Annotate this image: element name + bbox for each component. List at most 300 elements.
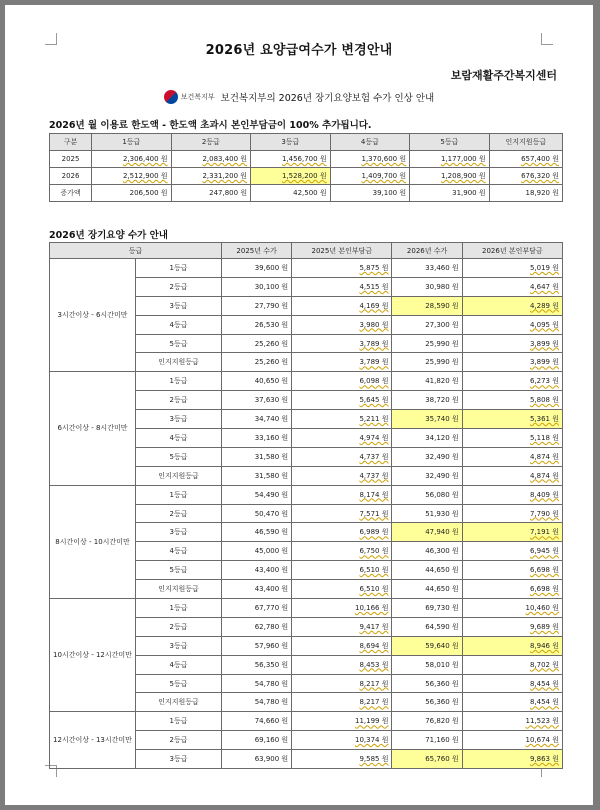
limit-table-cell — [489, 185, 562, 202]
fee-table-cell — [462, 636, 562, 655]
fee-table-level: 1등급 — [136, 599, 222, 618]
fee-table-value: 6,510 원 — [359, 566, 389, 575]
fee-table-cell — [392, 429, 462, 448]
fee-table-cell — [222, 259, 292, 278]
fee-table-cell — [392, 712, 462, 731]
fee-table-row — [50, 599, 563, 618]
fee-table-value: 3,789 원 — [359, 339, 389, 348]
fee-table-value: 50,470 원 — [254, 509, 289, 518]
fee-table-cell — [462, 674, 562, 693]
fee-table-value: 10,166 원 — [355, 603, 389, 612]
fee-table-cell — [292, 466, 392, 485]
fee-table-value: 56,360 원 — [425, 679, 459, 688]
fee-table-level: 3등급 — [136, 523, 222, 542]
limit-table-header-cell: 1등급 — [92, 134, 172, 151]
fee-table-value: 31,580 원 — [254, 452, 289, 461]
fee-table-value: 56,360 원 — [425, 698, 459, 707]
fee-table-cell — [462, 259, 562, 278]
fee-table-cell — [462, 410, 562, 429]
fee-table-level: 2등급 — [136, 504, 222, 523]
fee-table-header-cell: 2026년 본인부담금 — [462, 243, 562, 259]
fee-table — [49, 242, 563, 769]
fee-table-value: 54,780 원 — [254, 698, 289, 707]
fee-table-header-cell: 등급 — [50, 243, 222, 259]
fee-table-value: 54,490 원 — [254, 490, 289, 499]
fee-table-value: 43,400 원 — [254, 585, 289, 594]
fee-table-cell — [462, 750, 562, 769]
fee-table-value: 6,989 원 — [359, 528, 389, 537]
fee-table-value: 4,737 원 — [359, 452, 389, 461]
section-fee-heading: 2026년 장기요양 수가 안내 — [49, 230, 168, 241]
limit-table-cell — [171, 151, 251, 168]
fee-table-value: 9,863 원 — [529, 755, 559, 764]
fee-table-value: 56,080 원 — [425, 490, 459, 499]
fee-table-level: 2등급 — [136, 617, 222, 636]
fee-table-value: 34,120 원 — [425, 433, 459, 442]
fee-table-cell — [292, 542, 392, 561]
fee-table-cell — [292, 447, 392, 466]
fee-table-level: 인지지원등급 — [136, 580, 222, 599]
fee-table-value: 4,974 원 — [359, 433, 389, 442]
fee-table-value: 69,160 원 — [254, 736, 289, 745]
fee-table-value: 32,490 원 — [425, 452, 459, 461]
document-title: 2026년 요양급여수가 변경안내 — [205, 43, 393, 58]
fee-table-row — [50, 712, 563, 731]
fee-table-value: 3,980 원 — [359, 320, 389, 329]
fee-table-level: 3등급 — [136, 296, 222, 315]
fee-table-value: 37,630 원 — [254, 396, 289, 405]
limit-table-value: 247,800 원 — [209, 189, 248, 197]
fee-table-value: 5,118 원 — [529, 433, 559, 442]
limit-table-cell — [410, 185, 490, 202]
fee-table-group-label: 6시간이상 - 8시간미만 — [50, 372, 136, 485]
fee-table-value: 45,000 원 — [254, 547, 289, 556]
ministry-emblem-icon — [164, 90, 178, 104]
limit-table-header-cell: 구분 — [50, 134, 92, 151]
fee-table-level: 1등급 — [136, 372, 222, 391]
fee-table-cell — [222, 712, 292, 731]
fee-table-value: 6,945 원 — [529, 547, 559, 556]
fee-table-row — [50, 259, 563, 278]
fee-table-value: 10,374 원 — [355, 736, 389, 745]
fee-table-cell — [292, 334, 392, 353]
limit-table-value: 1,370,600 원 — [361, 155, 407, 163]
limit-table-value: 1,208,900 원 — [441, 172, 486, 180]
limit-table-cell — [92, 185, 172, 202]
fee-table-level: 5등급 — [136, 447, 222, 466]
fee-table-value: 33,460 원 — [425, 263, 459, 272]
fee-table-value: 7,191 원 — [529, 528, 559, 537]
fee-table-cell — [392, 542, 462, 561]
fee-table-value: 6,698 원 — [529, 585, 559, 594]
fee-table-cell — [222, 617, 292, 636]
fee-table-header-cell: 2025년 본인부담금 — [292, 243, 392, 259]
limit-table-header-cell: 2등급 — [171, 134, 251, 151]
fee-table-cell — [222, 410, 292, 429]
limit-table-header-row — [50, 134, 563, 151]
fee-table-cell — [222, 485, 292, 504]
fee-table-value: 4,515 원 — [359, 282, 389, 291]
limit-table-cell — [251, 185, 331, 202]
fee-table-value: 58,010 원 — [425, 660, 459, 669]
fee-table-cell — [392, 315, 462, 334]
limit-table-header-cell: 5등급 — [410, 134, 490, 151]
fee-table-value: 40,650 원 — [254, 377, 289, 386]
fee-table-value: 4,874 원 — [529, 471, 559, 480]
limit-table-row — [50, 168, 563, 185]
fee-table-cell — [222, 693, 292, 712]
limit-table-cell — [489, 151, 562, 168]
fee-table-value: 8,946 원 — [529, 641, 559, 650]
fee-table-level: 인지지원등급 — [136, 466, 222, 485]
fee-table-cell — [292, 655, 392, 674]
fee-table-header-row — [50, 243, 563, 259]
fee-table-value: 63,900 원 — [254, 755, 289, 764]
fee-table-cell — [392, 523, 462, 542]
fee-table-cell — [222, 334, 292, 353]
fee-table-cell — [292, 561, 392, 580]
fee-table-value: 4,095 원 — [529, 320, 559, 329]
fee-table-cell — [392, 504, 462, 523]
fee-table-value: 7,571 원 — [359, 509, 389, 518]
fee-table-value: 4,169 원 — [359, 301, 389, 310]
fee-table-cell — [462, 693, 562, 712]
limit-table-cell — [92, 151, 172, 168]
limit-table-row — [50, 151, 563, 168]
fee-table-value: 46,300 원 — [425, 547, 459, 556]
fee-table-cell — [462, 429, 562, 448]
fee-table-cell — [292, 599, 392, 618]
fee-table-row — [50, 485, 563, 504]
fee-table-cell — [222, 353, 292, 372]
fee-table-cell — [292, 391, 392, 410]
fee-table-cell — [392, 674, 462, 693]
fee-table-cell — [222, 391, 292, 410]
fee-table-cell — [392, 277, 462, 296]
fee-table-level: 2등급 — [136, 277, 222, 296]
fee-table-value: 3,789 원 — [359, 358, 389, 367]
limit-table-row-label: 증가액 — [50, 185, 92, 202]
limit-table-value: 2,306,400 원 — [122, 155, 168, 163]
fee-table-cell — [462, 447, 562, 466]
organization-name: 보람재활주간복지센터 — [450, 69, 557, 82]
fee-table-value: 34,740 원 — [254, 415, 289, 424]
limit-table-cell — [171, 168, 251, 185]
fee-table-cell — [222, 523, 292, 542]
fee-table-cell — [222, 315, 292, 334]
fee-table-level: 2등급 — [136, 731, 222, 750]
fee-table-value: 27,300 원 — [425, 320, 459, 329]
ministry-logo — [164, 90, 215, 104]
fee-table-cell — [222, 296, 292, 315]
fee-table-value: 6,510 원 — [359, 585, 389, 594]
fee-table-cell — [292, 580, 392, 599]
fee-table-value: 10,674 원 — [525, 736, 559, 745]
limit-table-value: 1,528,200 원 — [281, 172, 327, 180]
limit-table-value: 2,512,900 원 — [122, 172, 168, 180]
fee-table-cell — [222, 466, 292, 485]
limit-table-cell — [251, 168, 331, 185]
fee-table-cell — [462, 334, 562, 353]
fee-table-value: 41,820 원 — [425, 377, 459, 386]
fee-table-cell — [222, 542, 292, 561]
fee-table-value: 8,694 원 — [359, 641, 389, 650]
fee-table-cell — [462, 372, 562, 391]
fee-table-value: 64,590 원 — [425, 622, 459, 631]
fee-table-value: 11,523 원 — [525, 717, 559, 726]
fee-table-cell — [462, 580, 562, 599]
fee-table-row — [50, 372, 563, 391]
fee-table-level: 4등급 — [136, 655, 222, 674]
fee-table-value: 4,647 원 — [529, 282, 559, 291]
fee-table-value: 10,460 원 — [525, 603, 559, 612]
fee-table-value: 11,199 원 — [355, 717, 389, 726]
fee-table-level: 4등급 — [136, 315, 222, 334]
limit-table-cell — [251, 151, 331, 168]
fee-table-cell — [292, 617, 392, 636]
fee-table-value: 27,790 원 — [254, 301, 289, 310]
fee-table-value: 5,875 원 — [359, 263, 389, 272]
fee-table-cell — [292, 712, 392, 731]
fee-table-value: 69,730 원 — [425, 603, 459, 612]
fee-table-cell — [222, 372, 292, 391]
fee-table-value: 25,260 원 — [254, 339, 289, 348]
fee-table-value: 8,174 원 — [359, 490, 389, 499]
fee-table-cell — [292, 636, 392, 655]
limit-table-value: 31,900 원 — [452, 189, 486, 197]
fee-table-level: 4등급 — [136, 429, 222, 448]
document-page — [5, 5, 593, 805]
fee-table-cell — [392, 334, 462, 353]
fee-table-value: 5,211 원 — [359, 415, 389, 424]
limit-table-value: 2,083,400 원 — [202, 155, 248, 163]
fee-table-cell — [222, 674, 292, 693]
fee-table-cell — [292, 429, 392, 448]
fee-table-group-label: 8시간이상 - 10시간미만 — [50, 485, 136, 598]
limit-table-row — [50, 185, 563, 202]
fee-table-cell — [292, 504, 392, 523]
fee-table-cell — [292, 485, 392, 504]
fee-table-value: 8,453 원 — [359, 660, 389, 669]
fee-table-cell — [392, 731, 462, 750]
fee-table-cell — [222, 599, 292, 618]
fee-table-cell — [392, 693, 462, 712]
fee-table-cell — [392, 485, 462, 504]
limit-table-header-cell: 4등급 — [330, 134, 410, 151]
fee-table-value: 28,590 원 — [425, 301, 459, 310]
fee-table-cell — [292, 259, 392, 278]
limit-table-value: 1,456,700 원 — [281, 155, 327, 163]
fee-table-value: 56,350 원 — [254, 660, 289, 669]
limit-table-value: 676,320 원 — [521, 172, 559, 180]
fee-table-cell — [392, 561, 462, 580]
fee-table-header-cell: 2025년 수가 — [222, 243, 292, 259]
fee-table-value: 39,600 원 — [254, 263, 289, 272]
fee-table-value: 4,289 원 — [529, 301, 559, 310]
fee-table-cell — [392, 655, 462, 674]
fee-table-cell — [462, 504, 562, 523]
fee-table-level: 1등급 — [136, 259, 222, 278]
fee-table-cell — [392, 447, 462, 466]
fee-table-value: 43,400 원 — [254, 566, 289, 575]
fee-table-value: 38,720 원 — [425, 396, 459, 405]
fee-table-value: 8,702 원 — [529, 660, 559, 669]
fee-table-cell — [222, 277, 292, 296]
fee-table-value: 25,990 원 — [425, 339, 459, 348]
fee-table-cell — [222, 750, 292, 769]
fee-table-cell — [392, 372, 462, 391]
fee-table-level: 1등급 — [136, 485, 222, 504]
fee-table-cell — [222, 731, 292, 750]
fee-table-cell — [292, 353, 392, 372]
fee-table-value: 3,899 원 — [529, 358, 559, 367]
fee-table-value: 26,530 원 — [254, 320, 289, 329]
fee-table-cell — [222, 636, 292, 655]
fee-table-cell — [392, 410, 462, 429]
fee-table-level: 4등급 — [136, 542, 222, 561]
limit-table-row-label: 2026 — [50, 168, 92, 185]
fee-table-value: 35,740 원 — [425, 415, 459, 424]
fee-table-cell — [462, 466, 562, 485]
fee-table-level: 3등급 — [136, 410, 222, 429]
ministry-logo-text: 보건복지부 — [180, 93, 215, 101]
fee-table-level: 2등급 — [136, 391, 222, 410]
limit-table-value: 42,500 원 — [293, 189, 327, 197]
fee-table-cell — [462, 561, 562, 580]
fee-table-cell — [462, 617, 562, 636]
fee-table-cell — [292, 277, 392, 296]
fee-table-cell — [222, 561, 292, 580]
fee-table-cell — [462, 731, 562, 750]
limit-table-value: 657,400 원 — [521, 155, 559, 163]
fee-table-value: 47,940 원 — [425, 528, 459, 537]
limit-table — [49, 133, 563, 202]
fee-table-value: 6,098 원 — [359, 377, 389, 386]
limit-table-header-cell: 3등급 — [251, 134, 331, 151]
fee-table-level: 3등급 — [136, 750, 222, 769]
fee-table-value: 74,660 원 — [254, 717, 289, 726]
fee-table-value: 44,650 원 — [425, 585, 459, 594]
fee-table-value: 8,217 원 — [359, 679, 389, 688]
fee-table-header-cell: 2026년 수가 — [392, 243, 462, 259]
fee-table-cell — [222, 429, 292, 448]
fee-table-value: 4,874 원 — [529, 452, 559, 461]
fee-table-value: 46,590 원 — [254, 528, 289, 537]
limit-table-value: 18,920 원 — [525, 189, 559, 197]
fee-table-value: 8,409 원 — [529, 490, 559, 499]
fee-table-cell — [392, 636, 462, 655]
fee-table-cell — [462, 485, 562, 504]
fee-table-value: 8,217 원 — [359, 698, 389, 707]
fee-table-value: 4,737 원 — [359, 471, 389, 480]
fee-table-cell — [292, 674, 392, 693]
fee-table-level: 인지지원등급 — [136, 353, 222, 372]
fee-table-cell — [462, 542, 562, 561]
fee-table-value: 5,808 원 — [529, 396, 559, 405]
fee-table-group-label: 12시간이상 - 13시간미만 — [50, 712, 136, 769]
fee-table-cell — [462, 353, 562, 372]
limit-table-value: 206,500 원 — [129, 189, 168, 197]
fee-table-cell — [292, 410, 392, 429]
fee-table-value: 3,899 원 — [529, 339, 559, 348]
fee-table-value: 33,160 원 — [254, 433, 289, 442]
fee-table-cell — [462, 712, 562, 731]
fee-table-cell — [392, 353, 462, 372]
limit-table-cell — [410, 151, 490, 168]
fee-table-cell — [462, 599, 562, 618]
fee-table-value: 9,585 원 — [359, 755, 389, 764]
fee-table-cell — [222, 655, 292, 674]
limit-table-cell — [489, 168, 562, 185]
limit-table-cell — [171, 185, 251, 202]
fee-table-cell — [392, 296, 462, 315]
fee-table-value: 30,100 원 — [254, 282, 289, 291]
fee-table-value: 25,260 원 — [254, 358, 289, 367]
fee-table-cell — [392, 580, 462, 599]
fee-table-cell — [292, 372, 392, 391]
fee-table-value: 67,770 원 — [254, 603, 289, 612]
fee-table-cell — [462, 296, 562, 315]
fee-table-cell — [392, 599, 462, 618]
limit-table-cell — [92, 168, 172, 185]
limit-table-cell — [410, 168, 490, 185]
fee-table-cell — [392, 617, 462, 636]
fee-table-value: 7,790 원 — [529, 509, 559, 518]
limit-table-cell — [330, 151, 410, 168]
fee-table-cell — [292, 731, 392, 750]
fee-table-value: 6,750 원 — [359, 547, 389, 556]
notice-line — [5, 90, 593, 104]
fee-table-cell — [222, 504, 292, 523]
fee-table-cell — [292, 523, 392, 542]
fee-table-value: 5,019 원 — [529, 263, 559, 272]
fee-table-cell — [392, 466, 462, 485]
fee-table-cell — [222, 447, 292, 466]
fee-table-cell — [462, 315, 562, 334]
limit-table-value: 39,100 원 — [372, 189, 407, 197]
fee-table-cell — [392, 750, 462, 769]
notice-text: 보건복지부의 2026년 장기요양보험 수가 인상 안내 — [220, 93, 435, 104]
fee-table-cell — [392, 391, 462, 410]
fee-table-cell — [462, 523, 562, 542]
fee-table-value: 5,645 원 — [359, 396, 389, 405]
fee-table-value: 25,990 원 — [425, 358, 459, 367]
limit-table-value: 1,177,000 원 — [441, 155, 486, 163]
fee-table-value: 44,650 원 — [425, 566, 459, 575]
fee-table-cell — [292, 315, 392, 334]
fee-table-level: 3등급 — [136, 636, 222, 655]
fee-table-value: 9,417 원 — [359, 622, 389, 631]
fee-table-value: 76,820 원 — [425, 717, 459, 726]
fee-table-value: 6,698 원 — [529, 566, 559, 575]
limit-table-row-label: 2025 — [50, 151, 92, 168]
fee-table-value: 59,640 원 — [425, 641, 459, 650]
fee-table-cell — [462, 391, 562, 410]
fee-table-cell — [292, 750, 392, 769]
fee-table-level: 5등급 — [136, 674, 222, 693]
fee-table-value: 32,490 원 — [425, 471, 459, 480]
fee-table-cell — [292, 296, 392, 315]
fee-table-cell — [462, 277, 562, 296]
fee-table-cell — [392, 259, 462, 278]
fee-table-value: 57,960 원 — [254, 641, 289, 650]
fee-table-cell — [222, 580, 292, 599]
fee-table-value: 54,780 원 — [254, 679, 289, 688]
fee-table-value: 5,361 원 — [529, 415, 559, 424]
fee-table-level: 5등급 — [136, 334, 222, 353]
limit-table-cell — [330, 185, 410, 202]
fee-table-value: 51,930 원 — [425, 509, 459, 518]
